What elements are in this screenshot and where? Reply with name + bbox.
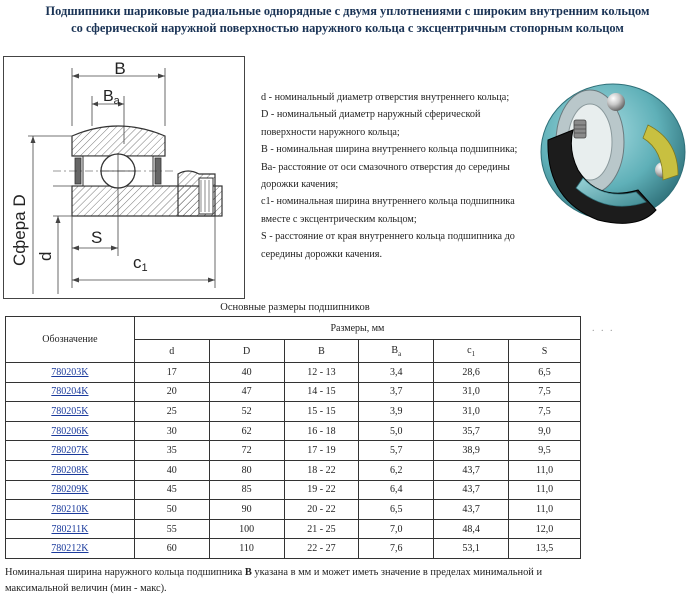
cell-Ba: 3,7 <box>359 382 434 402</box>
cell-c1: 38,9 <box>434 441 509 461</box>
cell-Ba: 5,0 <box>359 421 434 441</box>
cell-d: 30 <box>134 421 209 441</box>
cell-S: 12,0 <box>509 519 581 539</box>
cell-Ba: 6,4 <box>359 480 434 500</box>
cell-d: 45 <box>134 480 209 500</box>
footnote-bold: B <box>244 567 252 578</box>
table-row <box>6 441 581 461</box>
column-header-c1: $c_1$ <box>434 340 509 363</box>
cell-d: 17 <box>134 363 209 383</box>
cell-S: 9,5 <box>509 441 581 461</box>
cell-d: 50 <box>134 500 209 520</box>
bearing-link[interactable]: 780212K <box>51 543 89 555</box>
dimensions-table <box>5 316 581 559</box>
legend-line: вместе с эксцентрическим кольцом; <box>261 213 417 225</box>
legend-line: середины дорожки качения. <box>261 248 383 260</box>
table-row <box>6 363 581 383</box>
cell-c1: 31,0 <box>434 382 509 402</box>
bearing-link[interactable]: 780210K <box>51 503 89 515</box>
table-row <box>6 539 581 559</box>
cell-d: 40 <box>134 460 209 480</box>
legend-line: поверхности наружного кольца; <box>261 126 400 138</box>
cell-B: 19 - 22 <box>284 480 359 500</box>
column-header-D: D <box>209 340 284 363</box>
dim-label-c1: c <box>133 253 142 272</box>
bearing-link[interactable]: 780209K <box>51 484 89 496</box>
cell-D: 90 <box>209 500 284 520</box>
bearing-link[interactable]: 780203K <box>51 366 89 378</box>
cell-Ba: 5,7 <box>359 441 434 461</box>
cell-S: 6,5 <box>509 363 581 383</box>
dim-label-d: d <box>36 251 55 261</box>
cell-d: 25 <box>134 402 209 422</box>
legend <box>261 89 523 263</box>
cell-Ba: 7,6 <box>359 539 434 559</box>
cell-D: 52 <box>209 402 284 422</box>
cell-D: 80 <box>209 460 284 480</box>
dim-label-c1-sub: 1 <box>141 262 148 274</box>
legend-line: дорожки качения; <box>261 179 339 191</box>
cell-S: 7,5 <box>509 382 581 402</box>
table-row <box>6 382 581 402</box>
footnote-text: указана в мм и может иметь значение в пределах минимальной и <box>251 567 543 578</box>
cell-c1: 43,7 <box>434 460 509 480</box>
cell-B: 18 - 22 <box>284 460 359 480</box>
cell-S: 9,0 <box>509 421 581 441</box>
cell-D: 40 <box>209 363 284 383</box>
legend-line: D - номинальный диаметр наружный сферической <box>261 109 481 121</box>
cell-c1: 48,4 <box>434 519 509 539</box>
cell-Ba: 3,9 <box>359 402 434 422</box>
dim-label-s: S <box>91 228 103 247</box>
footnote-text: максимальной величин (мин - макс). <box>5 583 167 594</box>
cell-d: 20 <box>134 382 209 402</box>
column-header-B: B <box>284 340 359 363</box>
bearing-illustration <box>528 70 693 235</box>
cell-c1: 28,6 <box>434 363 509 383</box>
bearing-section-drawing <box>3 56 245 299</box>
title-line-1: Подшипники шариковые радиальные однорядные с двумя уплотнениями с широким внутренним кольцом <box>45 4 650 18</box>
sizes-header: Размеры, мм <box>134 317 580 340</box>
legend-line: c1- номинальная ширина внутреннего кольца подшипника <box>261 196 515 208</box>
bearing-link[interactable]: 780211K <box>51 523 89 535</box>
cell-B: 14 - 15 <box>284 382 359 402</box>
cell-S: 11,0 <box>509 500 581 520</box>
dim-label-b: B <box>114 59 126 78</box>
bearing-link[interactable]: 780204K <box>51 386 89 398</box>
dim-label-sphere-d: Сфера D <box>10 194 29 266</box>
cell-D: 85 <box>209 480 284 500</box>
table-row <box>6 460 581 480</box>
bearing-link[interactable]: 780205K <box>51 405 89 417</box>
legend-line: S - расстояние от края внутреннего кольца подшипника до <box>261 231 515 243</box>
designation-header: Обозначение <box>6 317 135 363</box>
table-row <box>6 480 581 500</box>
page-title <box>0 3 695 37</box>
cell-D: 47 <box>209 382 284 402</box>
dim-label-ba-sub: a <box>113 95 120 107</box>
column-header-S: S <box>509 340 581 363</box>
cell-B: 17 - 19 <box>284 441 359 461</box>
cell-c1: 53,1 <box>434 539 509 559</box>
bearing-link[interactable]: 780208K <box>51 464 89 476</box>
cell-c1: 31,0 <box>434 402 509 422</box>
cell-c1: 43,7 <box>434 500 509 520</box>
column-header-d: d <box>134 340 209 363</box>
column-header-Ba: $B_a$ <box>359 340 434 363</box>
bearing-link[interactable]: 780207K <box>51 445 89 457</box>
cell-B: 12 - 13 <box>284 363 359 383</box>
cell-B: 16 - 18 <box>284 421 359 441</box>
cell-S: 11,0 <box>509 480 581 500</box>
table-row <box>6 402 581 422</box>
cell-D: 110 <box>209 539 284 559</box>
cell-d: 35 <box>134 441 209 461</box>
cell-Ba: 7,0 <box>359 519 434 539</box>
cell-d: 55 <box>134 519 209 539</box>
cell-B: 22 - 27 <box>284 539 359 559</box>
footnote <box>5 565 565 597</box>
table-row <box>6 421 581 441</box>
legend-line: B - номинальная ширина внутреннего кольца подшипника; <box>261 144 518 156</box>
table-row <box>6 500 581 520</box>
legend-line: Ba- расстояние от оси смазочного отверстия до середины <box>261 161 510 173</box>
cell-D: 100 <box>209 519 284 539</box>
cell-B: 15 - 15 <box>284 402 359 422</box>
cell-S: 13,5 <box>509 539 581 559</box>
table-caption: Основные размеры подшипников <box>220 302 370 313</box>
cell-D: 72 <box>209 441 284 461</box>
cell-Ba: 6,5 <box>359 500 434 520</box>
cell-Ba: 6,2 <box>359 460 434 480</box>
bearing-link[interactable]: 780206K <box>51 425 89 437</box>
cell-S: 11,0 <box>509 460 581 480</box>
cell-d: 60 <box>134 539 209 559</box>
cell-B: 21 - 25 <box>284 519 359 539</box>
ellipsis-decor: . . . <box>592 323 615 334</box>
cell-B: 20 - 22 <box>284 500 359 520</box>
title-line-2: со сферической наружной поверхностью наружного кольца с эксцентричным стопорным кольцом <box>71 21 624 35</box>
table-row <box>6 519 581 539</box>
svg-text:Ba <box>103 88 121 107</box>
cell-D: 62 <box>209 421 284 441</box>
footnote-text: Номинальная ширина наружного кольца подшипника <box>5 567 245 578</box>
cell-S: 7,5 <box>509 402 581 422</box>
legend-line: d - номинальный диаметр отверстия внутреннего кольца; <box>261 92 510 103</box>
cell-c1: 35,7 <box>434 421 509 441</box>
svg-text:c1 <box>133 253 148 274</box>
cell-Ba: 3,4 <box>359 363 434 383</box>
cell-c1: 43,7 <box>434 480 509 500</box>
dim-label-ba: B <box>103 88 114 105</box>
